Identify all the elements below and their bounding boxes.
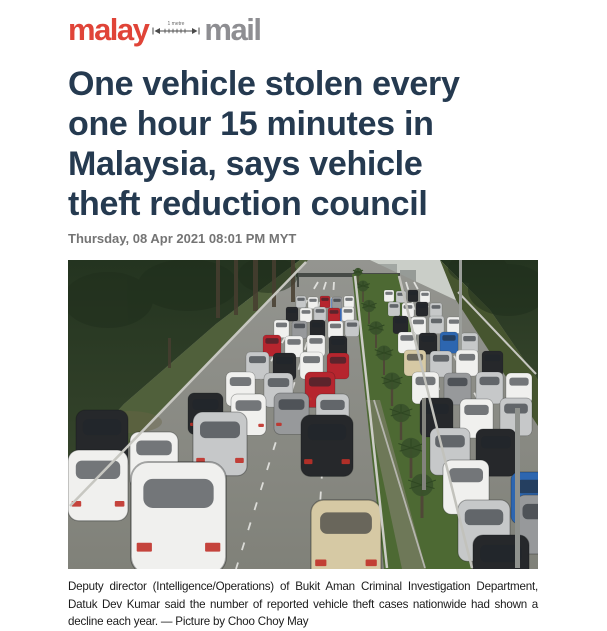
- malaymail-logo[interactable]: [68, 12, 261, 47]
- headline-line: theft reduction council: [68, 185, 428, 223]
- article-timestamp: Thursday, 08 Apr 2021 08:01 PM MYT: [68, 231, 297, 246]
- one-metre-arrow-icon: [151, 19, 201, 42]
- photo-caption: Deputy director (Intelligence/Operations) of Bukit Aman Criminal Investigation Department, Datuk Dev Kumar said the number of reported vehicle theft cases nationwide had shown a decline each year. — Picture by Choo Choy May: [68, 580, 538, 628]
- headline-line: one hour 15 minutes in: [68, 105, 434, 143]
- article-figure: [68, 260, 538, 631]
- headline-line: Malaysia, says vehicle: [68, 145, 423, 183]
- masthead: [68, 8, 538, 47]
- logo-word-mail: mail: [204, 12, 261, 47]
- article-headline: [68, 64, 538, 224]
- headline-line: One vehicle stolen every: [68, 65, 460, 103]
- article-photo: [68, 260, 538, 569]
- svg-text:1 metre: 1 metre: [167, 21, 185, 27]
- logo-word-malay: malay: [68, 12, 149, 47]
